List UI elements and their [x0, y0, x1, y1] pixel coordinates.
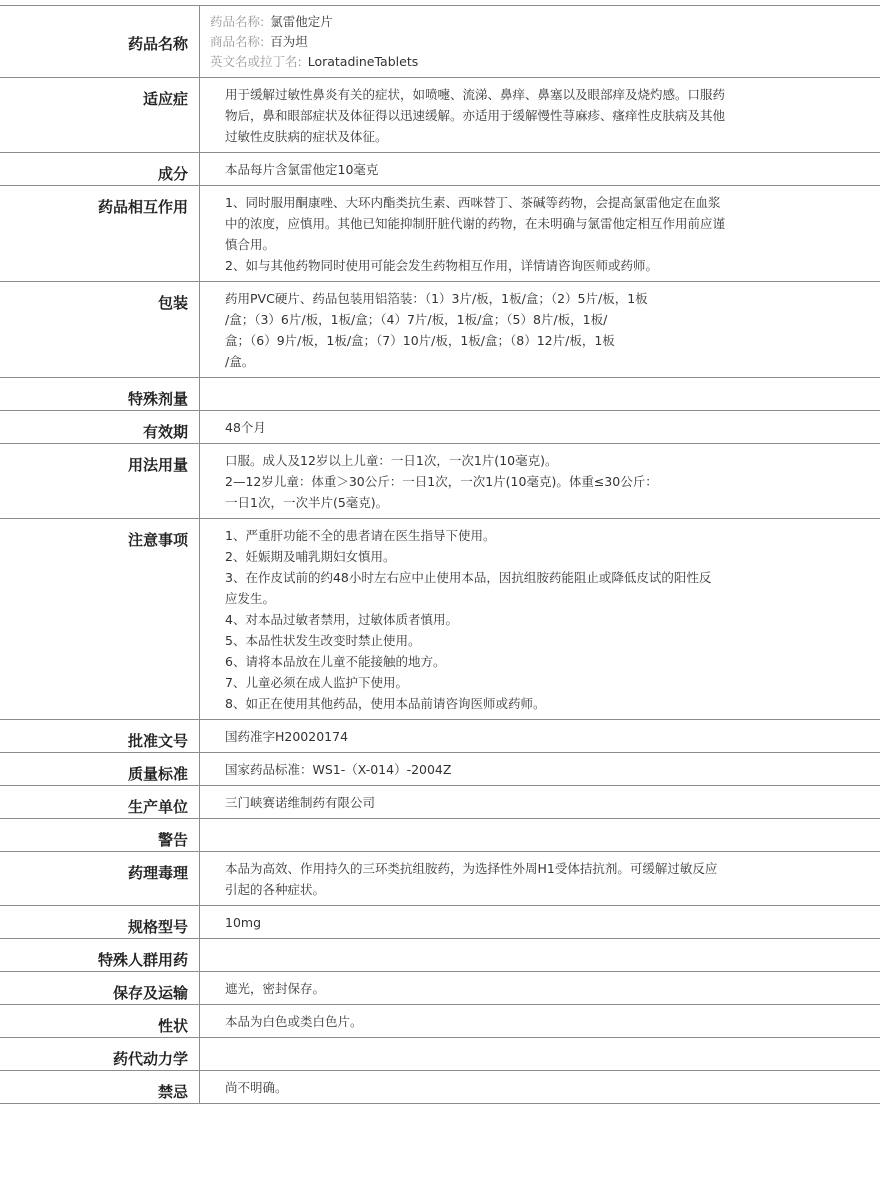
info-row — [0, 1071, 880, 1104]
info-row — [0, 1005, 880, 1038]
value-line: 一日1次，一次半片(5毫克)。 — [225, 495, 389, 510]
row-label: 质量标准 — [0, 753, 200, 785]
value-line: 尚不明确。 — [225, 1080, 288, 1095]
info-row — [0, 852, 880, 906]
row-value — [200, 153, 880, 185]
info-row — [0, 786, 880, 819]
row-value — [200, 444, 880, 518]
value-line: 遮光，密封保存。 — [225, 981, 326, 996]
info-row — [0, 972, 880, 1005]
value-line: 国家药品标准：WS1-（X-014）-2004Z — [225, 762, 452, 777]
value-line: /盒。 — [225, 354, 255, 369]
value-line: 本品为白色或类白色片。 — [225, 1014, 363, 1029]
row-label: 注意事项 — [0, 519, 200, 719]
row-value — [200, 972, 880, 1004]
row-value — [200, 852, 880, 905]
row-value — [200, 819, 880, 851]
info-row — [0, 519, 880, 720]
row-label: 特殊人群用药 — [0, 939, 200, 971]
value-line: 物后，鼻和眼部症状及体征得以迅速缓解。亦适用于缓解慢性荨麻疹、瘙痒性皮肤病及其他 — [225, 108, 726, 123]
info-row — [0, 939, 880, 972]
row-label: 规格型号 — [0, 906, 200, 938]
value-line: 中的浓度，应慎用。其他已知能抑制肝脏代谢的药物，在未明确与氯雷他定相互作用前应谨 — [225, 216, 726, 231]
value-line: 10mg — [225, 915, 262, 930]
value-line: 2、妊娠期及哺乳期妇女慎用。 — [225, 549, 396, 564]
value-line: 2、如与其他药物同时使用可能会发生药物相互作用，详情请咨询医师或药师。 — [225, 258, 658, 273]
value-line: 慎合用。 — [225, 237, 276, 252]
info-row — [0, 906, 880, 939]
row-value — [200, 1005, 880, 1037]
info-row — [0, 753, 880, 786]
row-value — [200, 786, 880, 818]
value-line: 7、儿童必须在成人监护下使用。 — [225, 675, 408, 690]
row-label: 用法用量 — [0, 444, 200, 518]
row-value — [200, 519, 880, 719]
row-value — [200, 378, 880, 410]
row-label: 包装 — [0, 282, 200, 377]
info-row — [0, 186, 880, 282]
value-line: 本品为高效、作用持久的三环类抗组胺药，为选择性外周H1受体拮抗剂。可缓解过敏反应 — [225, 861, 718, 876]
value-line: 药用PVC硬片、药品包装用铝箔装：（1）3片/板，1板/盒；（2）5片/板，1板 — [225, 291, 648, 306]
value-line: 2—12岁儿童：体重＞30公斤：一日1次，一次1片(10毫克)。体重≤30公斤： — [225, 474, 658, 489]
row-value — [200, 78, 880, 152]
row-label: 保存及运输 — [0, 972, 200, 1004]
row-value — [200, 906, 880, 938]
row-label: 警告 — [0, 819, 200, 851]
name-field: 药品名称: 氯雷他定片 — [210, 14, 333, 29]
english-name-field: 英文名或拉丁名: LoratadineTablets — [210, 54, 419, 69]
row-value — [200, 1038, 880, 1070]
value-line: 1、严重肝功能不全的患者请在医生指导下使用。 — [225, 528, 496, 543]
info-row — [0, 78, 880, 153]
row-label: 有效期 — [0, 411, 200, 443]
value-line: 口服。成人及12岁以上儿童：一日1次，一次1片(10毫克)。 — [225, 453, 558, 468]
row-value — [200, 1071, 880, 1103]
row-value — [200, 186, 880, 281]
value-line: 国药准字H20020174 — [225, 729, 349, 744]
row-value — [200, 939, 880, 971]
row-label: 药理毒理 — [0, 852, 200, 905]
value-line: 应发生。 — [225, 591, 276, 606]
row-label: 药品相互作用 — [0, 186, 200, 281]
value-line: 48个月 — [225, 420, 266, 435]
info-row — [0, 720, 880, 753]
value-line: 5、本品性状发生改变时禁止使用。 — [225, 633, 421, 648]
drug-info-table — [0, 5, 880, 1104]
row-label: 适应症 — [0, 78, 200, 152]
value-line: 用于缓解过敏性鼻炎有关的症状，如喷嚏、流涕、鼻痒、鼻塞以及眼部痒及烧灼感。口服药 — [225, 87, 726, 102]
value-line: /盒；（3）6片/板，1板/盒；（4）7片/板，1板/盒；（5）8片/板，1板/ — [225, 312, 608, 327]
value-line: 三门峡赛诺维制药有限公司 — [225, 795, 376, 810]
row-label: 禁忌 — [0, 1071, 200, 1103]
trade-name-field: 商品名称: 百为坦 — [210, 34, 308, 49]
row-value — [200, 282, 880, 377]
value-line: 4、对本品过敏者禁用，过敏体质者慎用。 — [225, 612, 458, 627]
info-row — [0, 153, 880, 186]
info-row — [0, 411, 880, 444]
value-line: 1、同时服用酮康唑、大环内酯类抗生素、西咪替丁、茶碱等药物，会提高氯雷他定在血浆 — [225, 195, 721, 210]
info-row — [0, 1038, 880, 1071]
value-line: 6、请将本品放在儿童不能接触的地方。 — [225, 654, 446, 669]
row-label: 生产单位 — [0, 786, 200, 818]
row-value — [200, 720, 880, 752]
row-label: 药代动力学 — [0, 1038, 200, 1070]
info-row — [0, 378, 880, 411]
value-line: 引起的各种症状。 — [225, 882, 326, 897]
row-label: 药品名称 — [0, 6, 200, 77]
value-line: 3、在作皮试前的约48小时左右应中止使用本品，因抗组胺药能阻止或降低皮试的阳性反 — [225, 570, 712, 585]
info-row — [0, 819, 880, 852]
info-row — [0, 282, 880, 378]
row-value — [200, 753, 880, 785]
drug-name-row — [0, 5, 880, 78]
value-line: 盒；（6）9片/板，1板/盒；（7）10片/板，1板/盒；（8）12片/板，1板 — [225, 333, 615, 348]
row-label: 性状 — [0, 1005, 200, 1037]
row-label: 成分 — [0, 153, 200, 185]
value-line: 过敏性皮肤病的症状及体征。 — [225, 129, 388, 144]
row-value — [200, 411, 880, 443]
value-line: 本品每片含氯雷他定10毫克 — [225, 162, 379, 177]
row-label: 批准文号 — [0, 720, 200, 752]
info-row — [0, 444, 880, 519]
drug-name-fields — [200, 6, 880, 77]
value-line: 8、如正在使用其他药品，使用本品前请咨询医师或药师。 — [225, 696, 546, 711]
row-label: 特殊剂量 — [0, 378, 200, 410]
